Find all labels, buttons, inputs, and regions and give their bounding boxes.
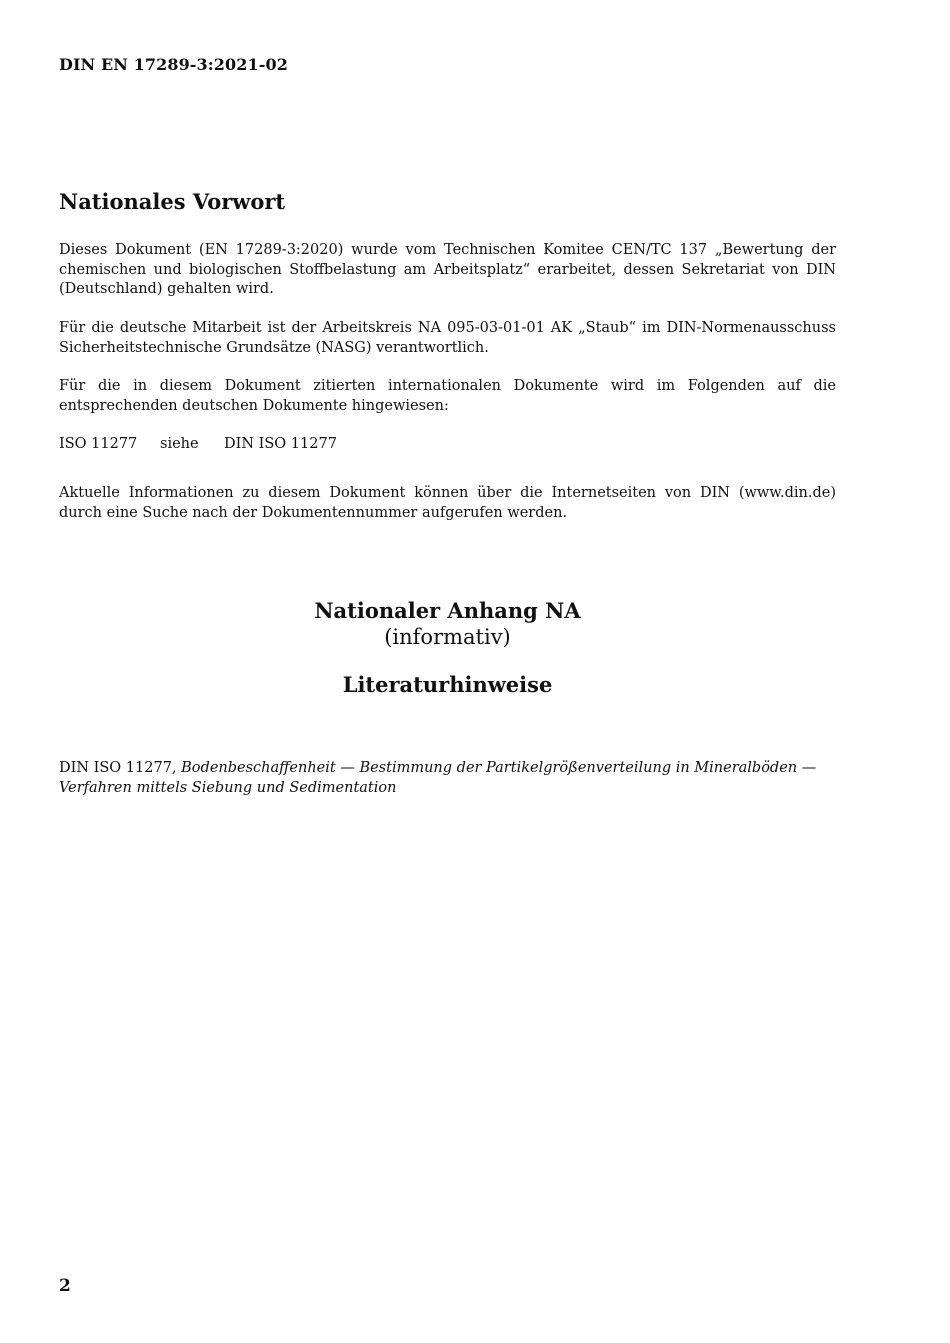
bibliography-heading: Literaturhinweise xyxy=(342,672,553,697)
national-standard: DIN ISO 11277 xyxy=(224,436,337,452)
annex-title: Nationaler Anhang NA xyxy=(314,598,581,623)
reference-mapping-row xyxy=(59,435,337,455)
foreword-paragraph: Aktuelle Informationen zu diesem Dokument können über die Internetseiten von DIN (www.din.de) durch eine Suche nach der Dokumentennummer aufgerufen werden. xyxy=(59,485,836,521)
document-identifier: DIN EN 17289-3:2021-02 xyxy=(59,55,288,74)
bibliography-title: Bodenbeschaffenheit — Bestimmung der Partikelgrößenverteilung in Mineralböden — Verfahren mittels Siebung und Sedimentation xyxy=(59,760,817,796)
foreword-paragraph: Dieses Dokument (EN 17289-3:2020) wurde vom Technischen Komitee CEN/TC 137 „Bewertung der chemischen und biologischen Stoffbelastung am Arbeitsplatz“ erarbeitet, dessen Sekretariat von DIN (Deutschland) gehalten wird. xyxy=(59,242,836,297)
annex-subtitle: (informativ) xyxy=(384,625,511,649)
foreword-paragraph: Für die deutsche Mitarbeit ist der Arbeitskreis NA 095-03-01-01 AK „Staub“ im DIN-Normenausschuss Sicherheitstechnische Grundsätze (NASG) verantwortlich. xyxy=(59,320,836,356)
annex-heading-block xyxy=(59,598,836,698)
international-standard: ISO 11277 xyxy=(59,436,138,452)
bibliography-entry xyxy=(59,759,836,798)
foreword-paragraph: Für die in diesem Dokument zitierten internationalen Dokumente wird im Folgenden auf die entsprechenden deutschen Dokumente hingewiesen: xyxy=(59,378,836,414)
foreword-heading: Nationales Vorwort xyxy=(59,189,286,214)
page-number: 2 xyxy=(59,1276,71,1296)
reference-relation: siehe xyxy=(160,436,199,452)
bibliography-id: DIN ISO 11277, xyxy=(59,760,177,776)
